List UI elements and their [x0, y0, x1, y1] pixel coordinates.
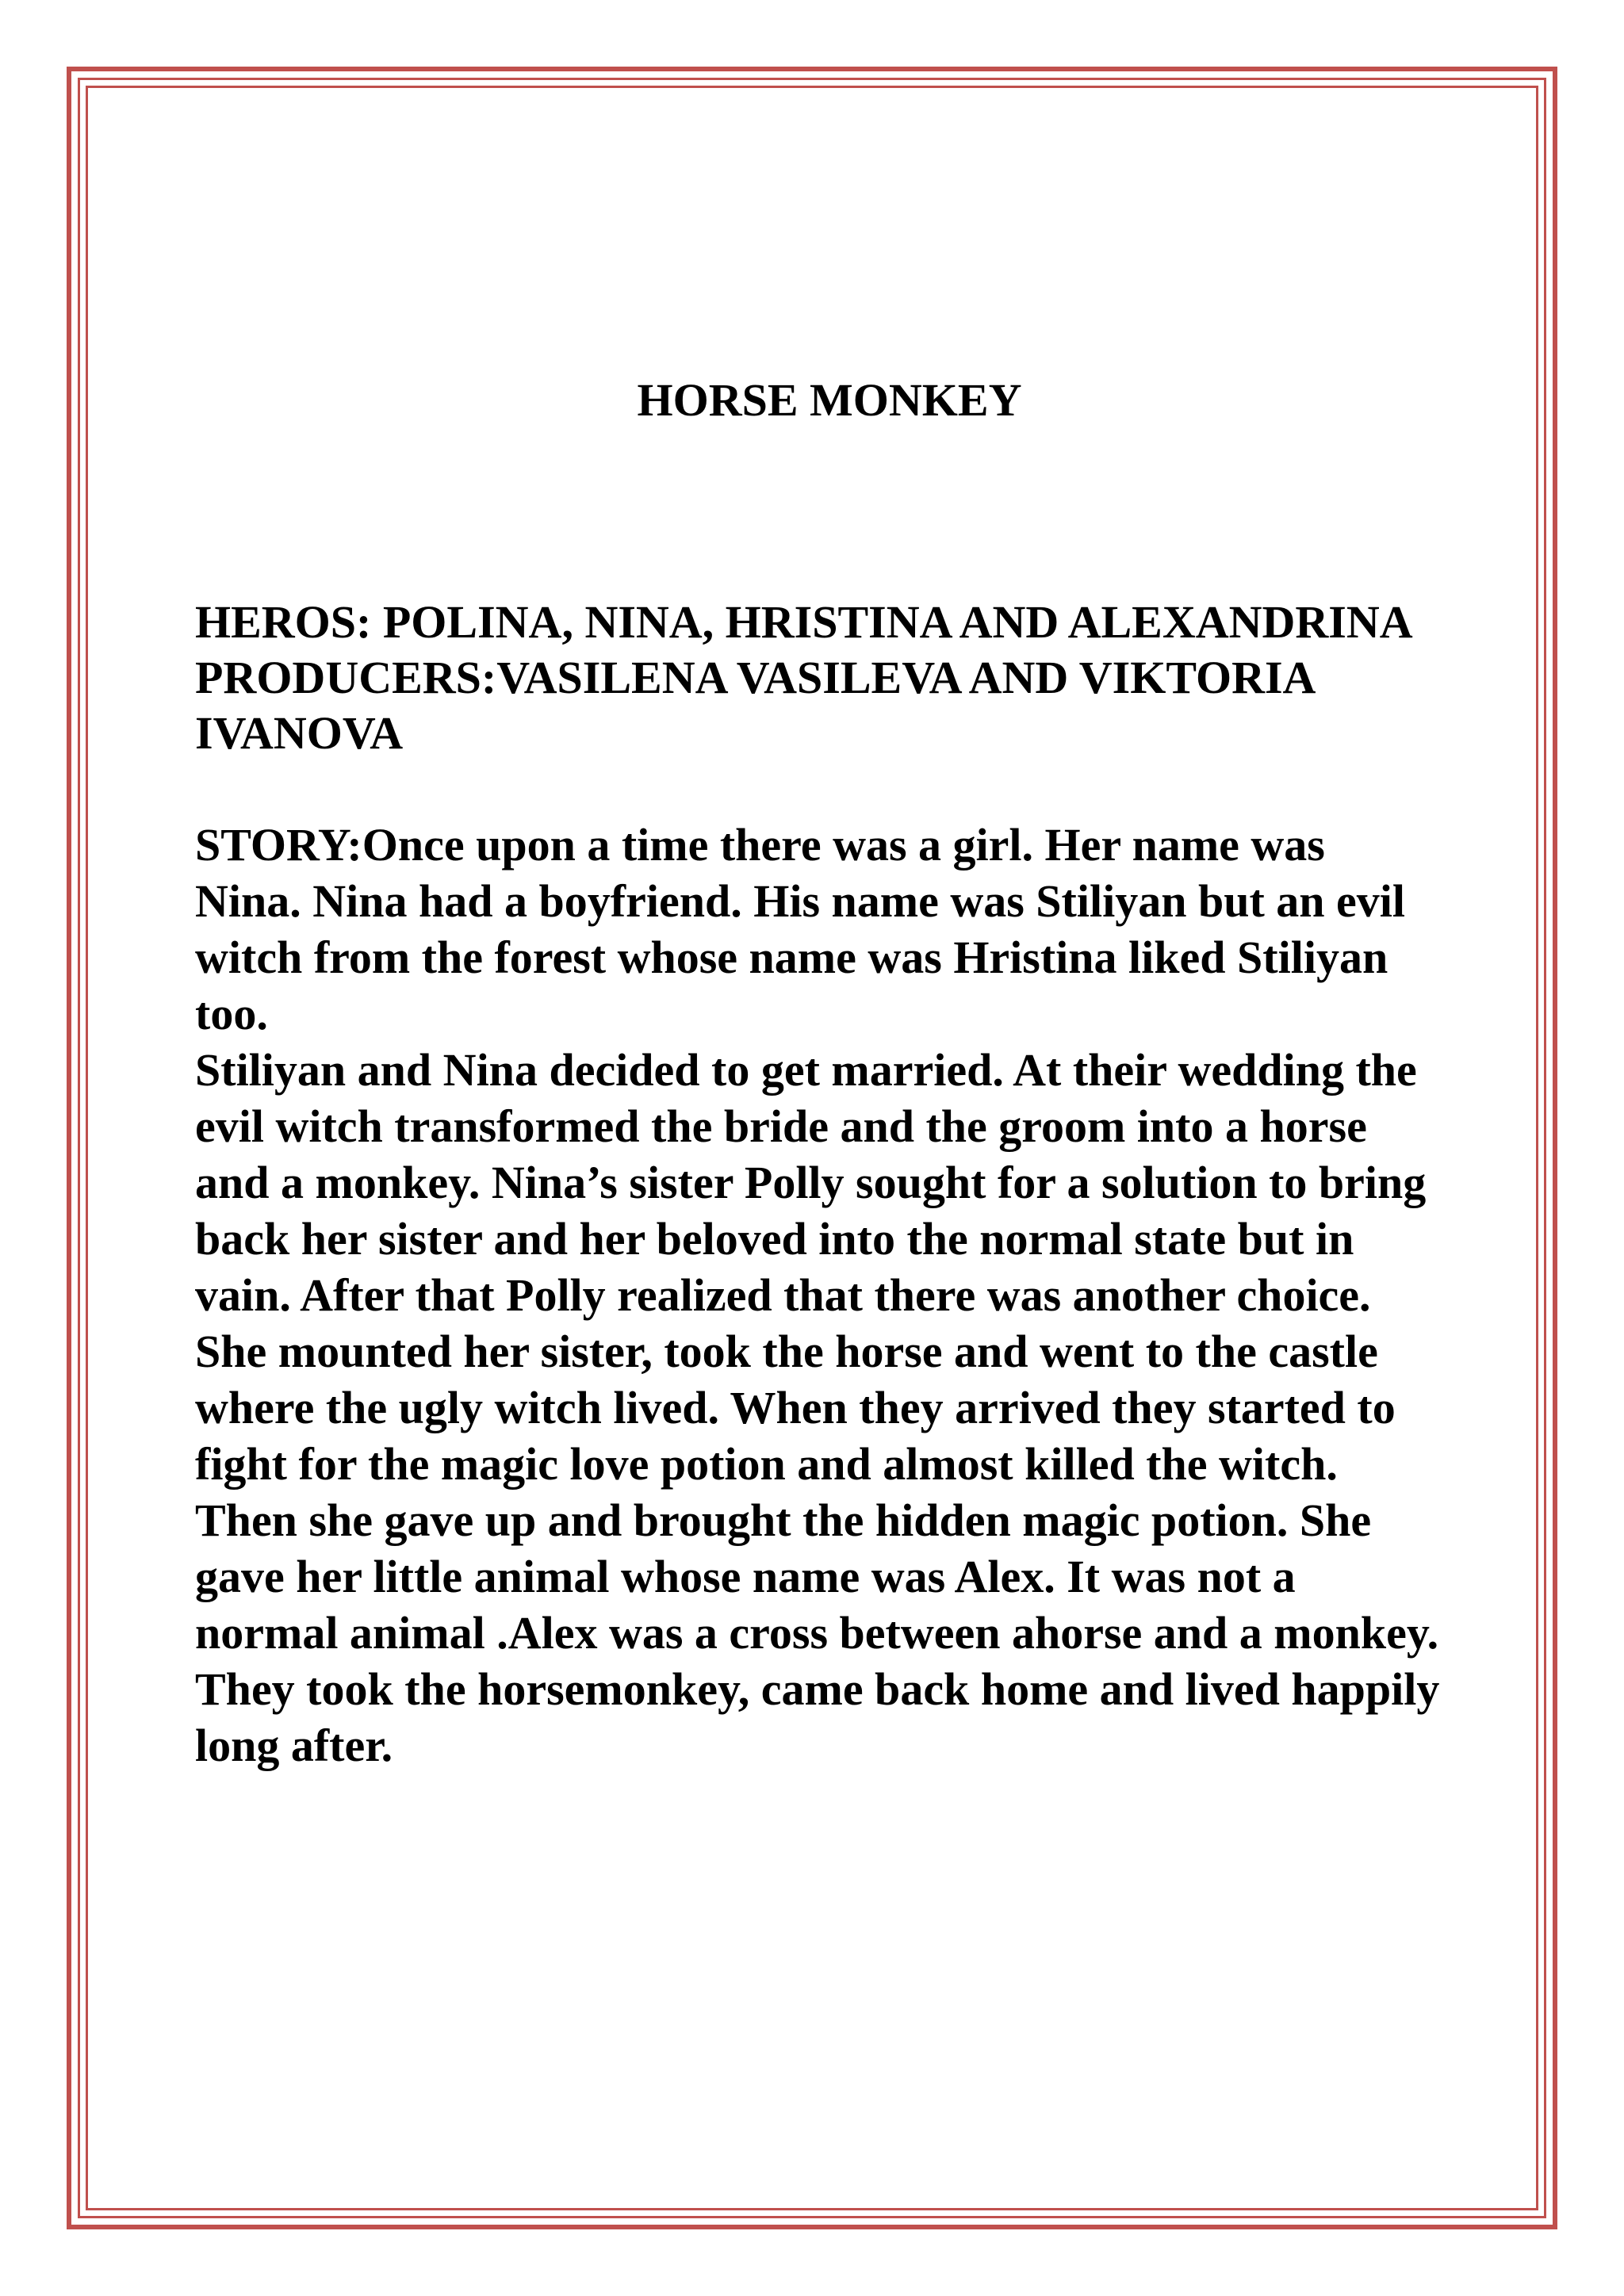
document-title: HORSE MONKEY	[637, 374, 1022, 426]
producers-line: PRODUCERS:VASILENA VASILEVA AND VIKTORIA IVANOVA	[195, 652, 1314, 759]
story-paragraph: Stiliyan and Nina decided to get married. At their wedding the evil witch transformed the bride and the groom into a horse and a monkey. Nina’s sister Polly sought for a solution to bring back her sister and her beloved into the normal state but in vain. After that Polly realized that there was another choice. She mounted her sister, took the horse and went to the castle where the ugly witch lived. When they arrived they started to fight for the magic love potion and almost killed the witch. Then she gave up and brought the hidden magic potion. She gave her little animal whose name was Alex. It was not a normal animal .Alex was a cross between ahorse and a monkey. They took the horsemonkey, came back home and lived happily long after.	[195, 1044, 1440, 1771]
story-block	[195, 817, 1440, 1774]
credits-block	[195, 595, 1440, 761]
heros-line: HEROS: POLINA, NINA, HRISTINA AND ALEXANDRINA	[195, 596, 1413, 648]
document-content	[195, 373, 1440, 1774]
story-paragraph: STORY:Once upon a time there was a girl. Her name was Nina. Nina had a boyfriend. His name was Stiliyan but an evil witch from the forest whose name was Hristina liked Stiliyan too.	[195, 819, 1406, 1039]
